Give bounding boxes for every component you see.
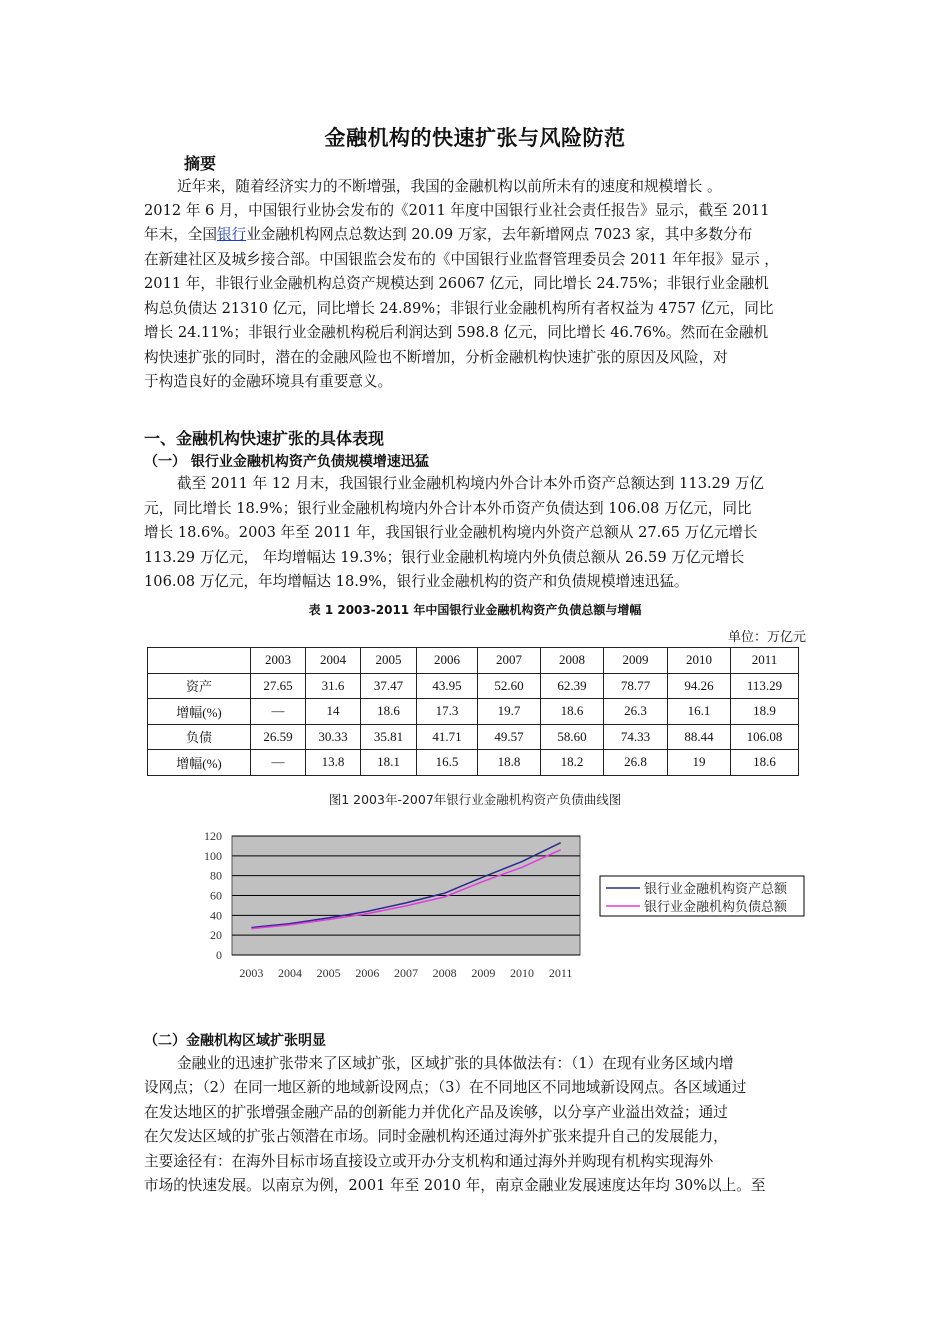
bank-link[interactable]: 银行 — [216, 226, 247, 243]
body-line: 市场的快速发展。以南京为例，2001 年至 2010 年，南京金融业发展速度达年均 30%以上。至 — [144, 1177, 766, 1194]
row-label-cell: 负债 — [148, 724, 251, 750]
abstract-line: 2011 年，非银行业金融机构总资产规模达到 26067 亿元，同比增长 24.75%；非银行业金融机 — [144, 275, 769, 292]
table-cell: 16.1 — [668, 699, 731, 725]
table-cell: 2005 — [361, 648, 417, 674]
abstract-line: 构总负债达 21310 亿元，同比增长 24.89%；非银行业金融机构所有者权益为 4757 亿元，同比 — [144, 300, 774, 317]
table-cell: 37.47 — [361, 673, 417, 699]
table-cell: 27.65 — [251, 673, 306, 699]
table-caption: 表 1 2003-2011 年中国银行业金融机构资产负债总额与增幅 — [308, 603, 642, 617]
x-tick-label: 2008 — [432, 966, 457, 980]
row-label-cell: 增幅(%) — [148, 750, 251, 776]
section-heading: 一、金融机构快速扩张的具体表现 — [144, 429, 385, 448]
table-row — [148, 699, 799, 725]
asset-liability-table — [147, 647, 799, 776]
body-line: 增长 18.6%。2003 年至 2011 年，我国银行业金融机构境内外资产总额从 27.65 万亿元增长 — [144, 524, 758, 541]
table-cell: 58.60 — [541, 724, 604, 750]
table-cell: 62.39 — [541, 673, 604, 699]
body-line: 设网点；（2）在同一地区新的地域新设网点；（3）在不同地区不同地域新设网点。各区域通过 — [144, 1079, 747, 1096]
x-tick-label: 2005 — [316, 966, 341, 980]
table-cell: 106.08 — [731, 724, 799, 750]
table-row — [148, 750, 799, 776]
table-cell: 49.57 — [478, 724, 541, 750]
table-cell: 52.60 — [478, 673, 541, 699]
x-tick-label: 2009 — [471, 966, 496, 980]
table-cell: 2010 — [668, 648, 731, 674]
table-cell: — — [251, 699, 306, 725]
table-cell: 74.33 — [604, 724, 668, 750]
y-tick-label: 80 — [210, 868, 222, 883]
legend-label: 银行业金融机构资产总额 — [644, 882, 788, 897]
table-cell: 18.8 — [478, 750, 541, 776]
abstract-line: 年末，全国 — [144, 226, 217, 243]
table-cell: 13.8 — [306, 750, 361, 776]
table-cell: 26.59 — [251, 724, 306, 750]
row-label-cell — [148, 648, 251, 674]
abstract-line: 增长 24.11%；非银行业金融机构税后利润达到 598.8 亿元，同比增长 46.76%。然而在金融机 — [144, 324, 769, 341]
table-cell: 78.77 — [604, 673, 668, 699]
table-cell: 31.6 — [306, 673, 361, 699]
body-line: 106.08 万亿元，年均增幅达 18.9%，银行业金融机构的资产和负债规模增速迅猛。 — [144, 573, 689, 590]
figure-caption: 图1 2003年-2007年银行业金融机构资产负债曲线图 — [328, 792, 622, 807]
table-cell: 18.6 — [731, 750, 799, 776]
table-cell: 2008 — [541, 648, 604, 674]
abstract-line: 在新建社区及城乡接合部。中国银监会发布的《中国银行业监督管理委员会 2011 年年报》显示 ， — [144, 251, 779, 268]
subsection-heading: （二）金融机构区域扩张明显 — [144, 1033, 326, 1049]
table-cell: 18.6 — [541, 699, 604, 725]
body-line: 元，同比增长 18.9%；银行业金融机构境内外合计本外币资产负债达到 106.08 万亿元，同比 — [144, 500, 752, 517]
table-cell: 18.1 — [361, 750, 417, 776]
table-cell: 17.3 — [417, 699, 478, 725]
y-tick-label: 0 — [216, 948, 222, 962]
abstract-heading: 摘要 — [184, 154, 217, 173]
table-cell: 2009 — [604, 648, 668, 674]
table-cell: 30.33 — [306, 724, 361, 750]
table-row — [148, 724, 799, 750]
x-tick-label: 2004 — [278, 966, 302, 980]
body-line: 金融业的迅速扩张带来了区域扩张，区域扩张的具体做法有：（1）在现有业务区域内增 — [177, 1055, 734, 1072]
abstract-line: 近年来，随着经济实力的不断增强，我国的金融机构以前所未有的速度和规模增长 。 — [177, 178, 722, 195]
row-label-cell: 增幅(%) — [148, 699, 251, 725]
abstract-line: 构快速扩张的同时，潜在的金融风险也不断增加，分析金融机构快速扩张的原因及风险，对 — [144, 349, 728, 366]
subsection-heading: （一） 银行业金融机构资产负债规模增速迅猛 — [144, 454, 429, 470]
table-cell: 26.3 — [604, 699, 668, 725]
table-cell: 35.81 — [361, 724, 417, 750]
table-cell: — — [251, 750, 306, 776]
table-cell: 19.7 — [478, 699, 541, 725]
body-line: 在欠发达区域的扩张占领潜在市场。同时金融机构还通过海外扩张来提升自己的发展能力， — [144, 1128, 728, 1145]
table-cell: 26.8 — [604, 750, 668, 776]
table-cell: 41.71 — [417, 724, 478, 750]
table-unit: 单位：万亿元 — [727, 630, 806, 645]
y-tick-label: 120 — [204, 829, 222, 843]
table-header-row — [148, 648, 799, 674]
x-tick-label: 2011 — [548, 966, 573, 980]
table-cell: 18.2 — [541, 750, 604, 776]
table-cell: 88.44 — [668, 724, 731, 750]
abstract-line: 2012 年 6 月，中国银行业协会发布的《2011 年度中国银行业社会责任报告》显示，截至 2011 — [144, 202, 770, 219]
body-line: 113.29 万亿元， 年均增幅达 19.3%；银行业金融机构境内外负债总额从 26.59 万亿元增长 — [144, 549, 745, 566]
abstract-line: 业金融机构网点总数达到 20.09 万家，去年新增网点 7023 家，其中多数分布 — [246, 226, 753, 243]
x-tick-label: 2006 — [355, 966, 380, 980]
x-tick-label: 2007 — [394, 966, 418, 980]
table-cell: 16.5 — [417, 750, 478, 776]
legend-label: 银行业金融机构负债总额 — [644, 900, 788, 915]
body-line: 在发达地区的扩张增强金融产品的创新能力并优化产品及诶够，以分享产业溢出效益；通过 — [144, 1104, 728, 1121]
y-tick-label: 40 — [210, 908, 222, 923]
body-line: 主要途径有：在海外目标市场直接设立或开办分支机构和通过海外并购现有机构实现海外 — [144, 1153, 714, 1170]
document-title: 金融机构的快速扩张与风险防范 — [324, 126, 626, 150]
x-tick-label: 2003 — [239, 966, 264, 980]
x-tick-label: 2010 — [510, 966, 534, 980]
table-row — [148, 673, 799, 699]
line-chart — [180, 822, 820, 992]
table-cell: 2004 — [306, 648, 361, 674]
table-cell: 94.26 — [668, 673, 731, 699]
y-tick-label: 100 — [204, 848, 222, 863]
y-tick-label: 60 — [210, 888, 222, 903]
row-label-cell: 资产 — [148, 673, 251, 699]
table-cell: 2003 — [251, 648, 306, 674]
table-cell: 2007 — [478, 648, 541, 674]
body-line: 截至 2011 年 12 月末，我国银行业金融机构境内外合计本外币资产总额达到 113.29 万亿 — [177, 475, 765, 492]
table-cell: 14 — [306, 699, 361, 725]
table-cell: 18.9 — [731, 699, 799, 725]
table-cell: 2006 — [417, 648, 478, 674]
table-cell: 18.6 — [361, 699, 417, 725]
table-cell: 2011 — [731, 648, 799, 674]
table-cell: 113.29 — [731, 673, 799, 699]
y-tick-label: 20 — [210, 928, 222, 943]
abstract-line: 于构造良好的金融环境具有重要意义。 — [144, 373, 393, 390]
table-cell: 19 — [668, 750, 731, 776]
table-cell: 43.95 — [417, 673, 478, 699]
